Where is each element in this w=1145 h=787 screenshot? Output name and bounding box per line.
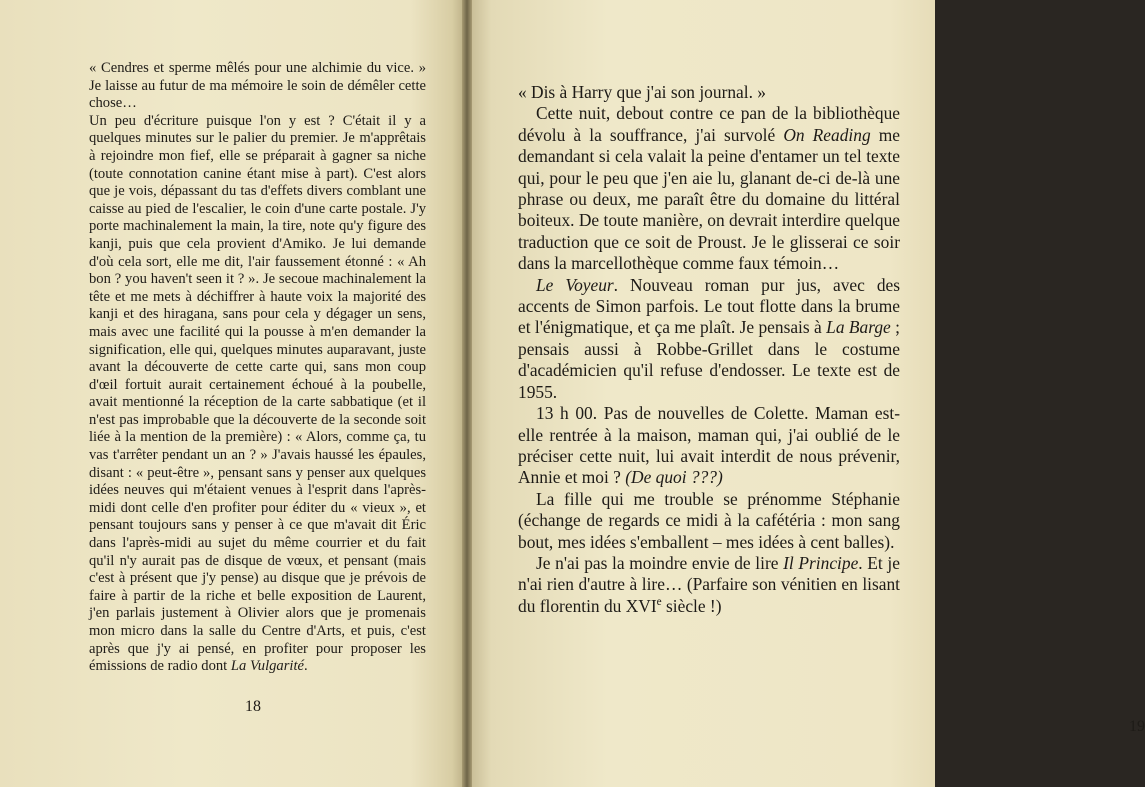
book-title-le-voyeur: Le Voyeur [536, 274, 614, 295]
book-title-on-reading: On Reading [783, 124, 871, 145]
book-title-la-vulgarite: La Vulgarité [230, 658, 304, 675]
century-superscript: e [656, 595, 662, 608]
right-paragraph-3-b: ; pensais aussi à Robbe-Grillet dans le costume d'académicien qu'il refuse d'endosser. Le texte est de 1955. [518, 317, 900, 402]
right-paragraph-3 [518, 275, 900, 403]
right-paragraph-1: « Dis à Harry que j'ai son journal. » [518, 82, 766, 102]
right-paragraph-4 [518, 403, 900, 489]
right-page-text [518, 82, 900, 617]
left-page [0, 0, 466, 787]
right-paragraph-2-b: me demandant si cela valait la peine d'entamer un tel texte qui, pour le peu que j'en aie lu, glanant de-ci de-là une phrase ou deux, me paraît être du domaine du littéral boiteux. De toute manière, on devrait interdire quelque traduction que ce soit de Proust. Je le glisserai ce soir dans la marcellothèque comme faux témoin… [518, 124, 900, 274]
page-number-left: 18 [245, 698, 261, 715]
book-title-la-barge: La Barge [826, 317, 891, 338]
book-title-il-principe: Il Principe [783, 552, 859, 573]
left-paragraph-2-body: Un peu d'écriture puisque l'on y est ? C'était il y a quelques minutes sur le palier du premier. Je m'apprêtais à rejoindre mon fief, elle se préparait à gagner sa niche (toute connotation canine étant mise à part). C'est alors que je vois, dépassant du tas d'effets divers comblant une caisse au pied de l'escalier, le coin d'une carte postale. J'y porte machinalement la main, la tire, note qu'y figure des kanji, puis que cela provient d'Amiko. Je lui demande d'où cela sort, elle me dit, l'air faussement étonné : « Ah bon ? you haven't seen it ? ». Je secoue machinalement la tête et me mets à déchiffrer à haute voix la majorité des kanji et des hiragana, sans pour cela y dégager un sens, mais avec une facilité qui la pousse à m'en demander la signification, elle qui, quelques minutes auparavant, juste avant la découverte de cette carte qui, sans mon coup d'œil fortuit aurait certainement échoué à la poubelle, avait mentionné la réception de la carte sabbatique (et il n'est pas improbable que la découverte de la seconde soit liée à la mention de la première) : « Alors, comme ça, tu vas t'arrêter pendant un an ? » J'avais haussé les épaules, disant : « peut-être », pensant sans y penser aux quelques idées neuves qui m'étaient venues à l'esprit dans l'après-midi dont celle d'en profiter pour éditer du « vieux », et pensant toujours sans y penser à ce que m'avait dit Éric dans l'après-midi au sujet du même courrier et du fait qu'il n'y aurait pas de disque de vœux, et pensant (mais c'est à présent que j'y pense) au disque que je prévois de faire à partir de la riche et belle exposition de Laurent, j'en parlais justement à Olivier alors que je promenais mon micro dans la salle du Centre d'Arts, et puis, c'est après que j'y ai pensé, en profiter pour proposer les émissions de radio dont [89, 112, 426, 675]
right-paragraph-2 [518, 103, 900, 274]
right-paragraph-6-c: siècle !) [666, 595, 722, 616]
left-paragraph-1: « Cendres et sperme mêlés pour une alchimie du vice. » Je laisse au futur de ma mémoire le soin de démêler cette chose… [89, 60, 426, 112]
right-paragraph-4-a: 13 h 00. Pas de nouvelles de Colette. Maman est-elle rentrée à la maison, maman qui, j'ai oublié de le préciser cette nuit, lui avait interdit de nous prévenir, Annie et moi ? [518, 403, 900, 488]
right-page [468, 0, 1145, 787]
left-paragraph-2-end: . [304, 658, 308, 675]
left-page-text [89, 60, 426, 676]
right-paragraph-3-a: . Nouveau roman pur jus, avec des accents de Simon parfois. Le tout flotte dans la brume et l'énigmatique, et ça me plaît. Je pensais à [518, 274, 900, 338]
right-paragraph-2-a: Cette nuit, debout contre ce pan de la bibliothèque dévolu à la souffrance, j'ai survolé [518, 103, 900, 145]
right-paragraph-6-b: . Et je n'ai rien d'autre à lire… (Parfaire son vénitien en lisant du florentin du XVI [518, 552, 900, 616]
book-gutter [462, 0, 472, 787]
page-number-right: 19 [1129, 718, 1145, 735]
right-paragraph-6 [518, 553, 900, 617]
right-paragraph-4-aside: (De quoi ???) [625, 467, 723, 488]
left-paragraph-2 [89, 113, 426, 676]
right-paragraph-6-a: Je n'ai pas la moindre envie de lire [536, 552, 779, 573]
right-paragraph-5: La fille qui me trouble se prénomme Stéphanie (échange de regards ce midi à la cafétéria : mon sang bout, mes idées s'emballent – mes idées à cent balles). [518, 488, 900, 552]
